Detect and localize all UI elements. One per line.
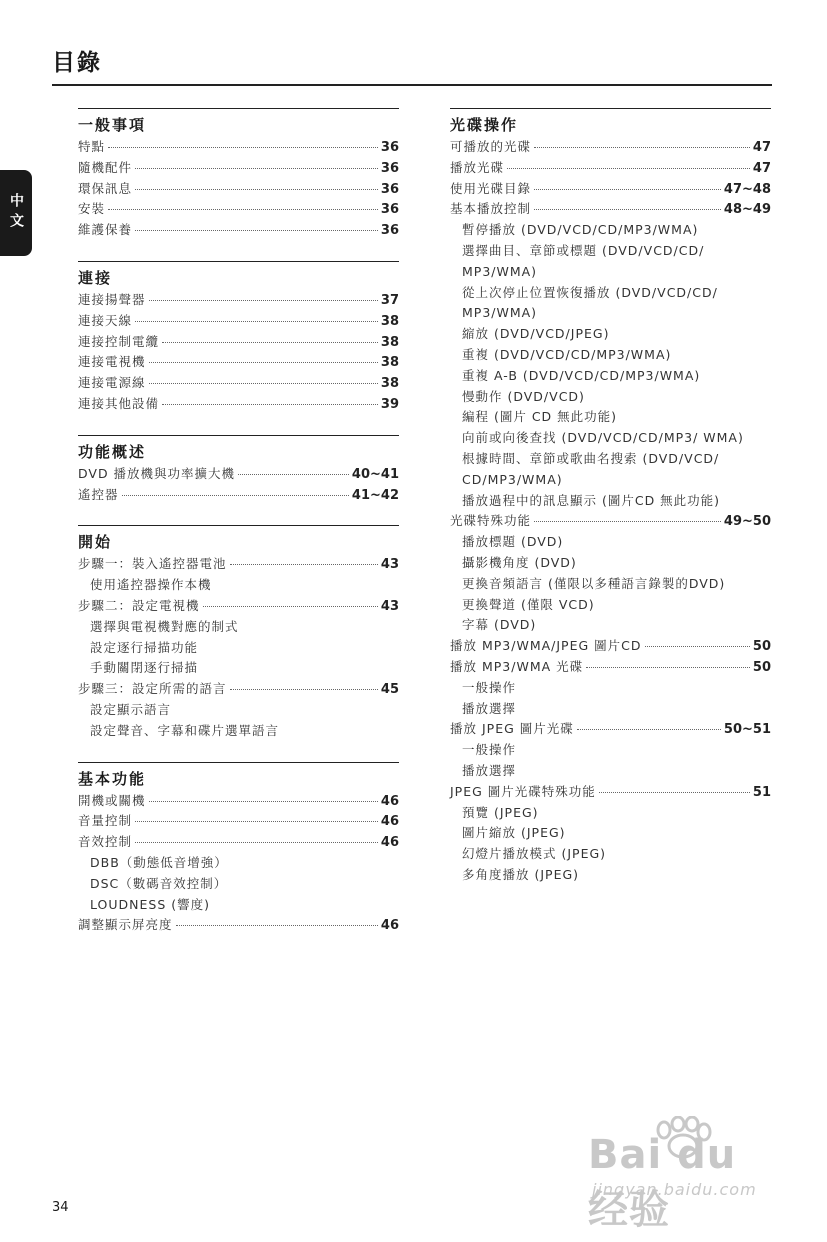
toc-entry[interactable] [450,449,771,491]
entry-page: 46 [380,814,399,830]
toc-section [78,108,399,241]
toc-section [78,261,399,415]
entry-page: 47 [752,160,771,176]
entry-label: 維護保養 [78,222,133,238]
entry-label: 基本播放控制 [450,201,532,217]
toc-entry[interactable] [450,532,771,553]
toc-entry[interactable] [450,491,771,512]
dot-leader [176,925,378,926]
toc-entry[interactable] [450,636,771,657]
dot-leader [238,474,349,475]
toc-entry[interactable] [78,137,399,158]
toc-entry[interactable] [78,596,399,617]
entry-label: 一般操作 [462,679,517,695]
toc-entry[interactable] [450,823,771,844]
dot-leader [203,606,378,607]
entry-page: 45 [380,682,399,698]
entry-page: 36 [380,160,399,176]
entry-page: 36 [380,181,399,197]
entry-page: 38 [380,334,399,350]
dot-leader [599,792,750,793]
entry-page: 38 [380,376,399,392]
toc-entry[interactable] [78,679,399,700]
toc-entry[interactable] [450,615,771,636]
entry-label: 連接天線 [78,312,133,328]
toc-entry[interactable] [78,895,399,916]
dot-leader [149,362,378,363]
entry-label: 更換音頻語言 (僅限以多種語言錄製的DVD) [462,575,726,591]
entry-label: 重複 (DVD/VCD/CD/MP3/WMA) [462,346,672,362]
entry-label: 可播放的光碟 [450,139,532,154]
toc-entry[interactable] [450,179,771,200]
toc-entry[interactable] [78,485,399,506]
entry-label: 攝影機角度 (DVD) [462,554,577,570]
watermark [588,1118,778,1233]
toc-entry[interactable] [78,464,399,485]
entry-label: 步驟一：裝入遙控器電池 [78,556,227,572]
dot-leader [507,168,750,169]
entry-label: 重複 A-B (DVD/VCD/CD/MP3/WMA) [462,367,701,383]
entry-label: 使用遙控器操作本機 [90,577,212,593]
toc-section [450,108,771,886]
toc-entry[interactable] [450,283,771,325]
toc-entry[interactable] [78,220,399,241]
dot-leader [149,801,378,802]
entry-label: 特點 [78,139,106,154]
entry-label: 一般操作 [462,742,517,758]
section-title: 連接 [78,268,113,287]
entry-page: 51 [752,784,771,800]
entry-label: 連接電視機 [78,354,146,370]
entry-label: 選擇曲目、章節或標題 (DVD/VCD/CD/ MP3/WMA) [462,242,705,279]
entry-label: 調整顯示屏亮度 [78,917,173,933]
page-number: 34 [52,1200,69,1215]
entry-page: 37 [380,292,399,308]
toc-entry[interactable] [450,387,771,408]
entry-label: 播放選擇 [462,762,517,778]
toc-section [78,435,399,506]
toc-entry[interactable] [450,740,771,761]
toc-entry[interactable] [450,678,771,699]
entry-label: 縮放 (DVD/VCD/JPEG) [462,326,610,342]
entry-label: 播放過程中的訊息顯示 (圖片CD 無此功能) [462,492,721,508]
section-title: 一般事項 [78,116,147,134]
entry-label: 字幕 (DVD) [462,617,537,633]
toc-entry[interactable] [78,853,399,874]
toc-entry[interactable] [450,220,771,241]
toc-entry[interactable] [78,179,399,200]
page-title: 目錄 [52,50,102,76]
toc-entry[interactable] [450,553,771,574]
entry-label: 連接其他設備 [78,395,160,411]
dot-leader [108,209,378,210]
entry-label: 播放 JPEG 圖片光碟 [450,721,574,737]
language-tab: 中文 [0,170,32,256]
entry-label: 音效控制 [78,834,133,850]
dot-leader [230,564,378,565]
entry-page: 41~42 [351,487,399,503]
toc-entry[interactable] [450,137,771,158]
watermark-logo: Bai du 经验 [588,1132,737,1233]
toc-entry[interactable] [450,407,771,428]
dot-leader [135,321,378,322]
toc-entry[interactable] [450,844,771,865]
entry-page: 46 [380,793,399,809]
entry-label: 步驟三：設定所需的語言 [78,681,227,697]
entry-label: 播放 MP3/WMA/JPEG 圖片CD [450,638,642,654]
entry-label: 連接揚聲器 [78,291,146,307]
dot-leader [135,168,378,169]
entry-page: 36 [380,223,399,239]
dot-leader [645,646,750,647]
entry-label: 播放 MP3/WMA 光碟 [450,658,584,674]
entry-label: 設定聲音、字幕和碟片選單語言 [90,722,280,738]
entry-label: 暫停播放 (DVD/VCD/CD/MP3/WMA) [462,222,699,238]
entry-page: 47~48 [723,181,771,197]
entry-label: LOUDNESS (響度) [90,896,210,912]
toc-section [78,762,399,937]
entry-page: 38 [380,355,399,371]
toc-entry[interactable] [78,832,399,853]
toc-entry[interactable] [78,158,399,179]
entry-page: 50~51 [723,722,771,738]
toc-entry[interactable] [78,554,399,575]
dot-leader [534,209,721,210]
entry-label: 設定顯示語言 [90,701,172,717]
entry-label: 更換聲道 (僅限 VCD) [462,596,595,612]
toc-entry[interactable] [450,158,771,179]
toc-entry[interactable] [450,366,771,387]
toc-entry[interactable] [450,241,771,283]
toc-entry[interactable] [78,700,399,721]
dot-leader [149,383,378,384]
toc-entry[interactable] [450,803,771,824]
dot-leader [122,495,349,496]
entry-page: 48~49 [723,202,771,218]
toc-entry[interactable] [78,575,399,596]
dot-leader [162,342,378,343]
toc-entry[interactable] [450,324,771,345]
toc-entry[interactable] [450,199,771,220]
entry-label: 慢動作 (DVD/VCD) [462,388,585,404]
entry-label: DVD 播放機與功率擴大機 [78,465,236,481]
toc-entry[interactable] [450,574,771,595]
toc-left-column [78,108,399,956]
entry-label: 音量控制 [78,813,133,829]
entry-label: 光碟特殊功能 [450,513,532,529]
entry-page: 36 [380,140,399,155]
toc-entry[interactable] [78,311,399,332]
toc-entry[interactable] [78,638,399,659]
dot-leader [149,300,378,301]
entry-page: 49~50 [723,514,771,530]
toc-entry[interactable] [78,199,399,220]
toc-entry[interactable] [78,373,399,394]
entry-label: 手動關閉逐行掃描 [90,660,199,676]
entry-label: DSC（數碼音效控制） [90,875,228,891]
entry-label: 根據時間、章節或歌曲名搜索 (DVD/VCD/ CD/MP3/WMA) [462,450,720,487]
entry-page: 46 [380,835,399,851]
dot-leader [577,729,721,730]
title-divider [52,84,772,86]
entry-page: 50 [752,639,771,655]
dot-leader [135,189,378,190]
toc-entry[interactable] [450,719,771,740]
toc-entry[interactable] [78,332,399,353]
dot-leader [162,404,378,405]
toc-entry[interactable] [78,658,399,679]
dot-leader [534,189,721,190]
toc-section [78,525,399,741]
toc-entry[interactable] [78,791,399,812]
entry-label: 從上次停止位置恢復播放 (DVD/VCD/CD/ MP3/WMA) [462,284,718,321]
entry-label: 開機或關機 [78,792,146,808]
entry-label: 連接電源線 [78,375,146,391]
entry-label: 使用光碟目錄 [450,180,532,196]
section-title: 光碟操作 [450,116,519,134]
entry-label: 播放標題 (DVD) [462,534,564,550]
dot-leader [135,821,378,822]
entry-page: 36 [380,202,399,218]
entry-label: 預覽 (JPEG) [462,804,539,820]
toc-entry[interactable] [450,511,771,532]
entry-label: 隨機配件 [78,159,133,175]
entry-label: 遙控器 [78,486,119,502]
toc-entry[interactable] [450,595,771,616]
toc-entry[interactable] [450,782,771,803]
toc-entry[interactable] [78,617,399,638]
section-title: 功能概述 [78,442,147,461]
entry-label: 環保訊息 [78,180,133,196]
dot-leader [135,842,378,843]
entry-page: 40~41 [351,466,399,482]
entry-label: 多角度播放 (JPEG) [462,866,580,882]
entry-label: 播放光碟 [450,159,505,175]
section-title: 基本功能 [78,769,147,788]
entry-label: 編程 (圖片 CD 無此功能) [462,409,618,425]
entry-label: 幻燈片播放模式 (JPEG) [462,846,607,862]
entry-page: 38 [380,313,399,329]
dot-leader [135,230,378,231]
toc-entry[interactable] [78,915,399,936]
toc-entry[interactable] [78,874,399,895]
entry-label: 設定逐行掃描功能 [90,639,199,655]
entry-label: JPEG 圖片光碟特殊功能 [450,783,596,799]
watermark-url: jingyan.baidu.com [592,1180,757,1199]
toc-entry[interactable] [78,811,399,832]
dot-leader [586,667,750,668]
entry-page: 43 [380,598,399,614]
toc-entry[interactable] [450,761,771,782]
entry-page: 39 [380,396,399,412]
entry-label: 連接控制電纜 [78,333,160,349]
entry-label: 向前或向後查找 (DVD/VCD/CD/MP3/ WMA) [462,430,744,446]
entry-page: 50 [752,659,771,675]
entry-label: 選擇與電視機對應的制式 [90,618,239,634]
entry-label: 安裝 [78,201,106,217]
entry-label: 播放選擇 [462,700,517,716]
dot-leader [230,689,378,690]
entry-label: 步驟二：設定電視機 [78,597,200,613]
toc-entry[interactable] [450,657,771,678]
toc-entry[interactable] [78,394,399,415]
entry-page: 46 [380,918,399,934]
entry-page: 47 [752,140,771,155]
section-title: 開始 [78,533,113,552]
toc-entry[interactable] [450,865,771,886]
toc-right-column [450,108,771,886]
toc-entry[interactable] [450,345,771,366]
entry-label: 圖片縮放 (JPEG) [462,825,566,841]
toc-entry[interactable] [78,352,399,373]
entry-page: 43 [380,557,399,573]
toc-entry[interactable] [450,428,771,449]
toc-entry[interactable] [450,699,771,720]
toc-entry[interactable] [78,290,399,311]
dot-leader [534,147,750,148]
dot-leader [534,521,721,522]
toc-entry[interactable] [78,721,399,742]
dot-leader [108,147,378,148]
entry-label: DBB（動態低音增強） [90,854,228,870]
